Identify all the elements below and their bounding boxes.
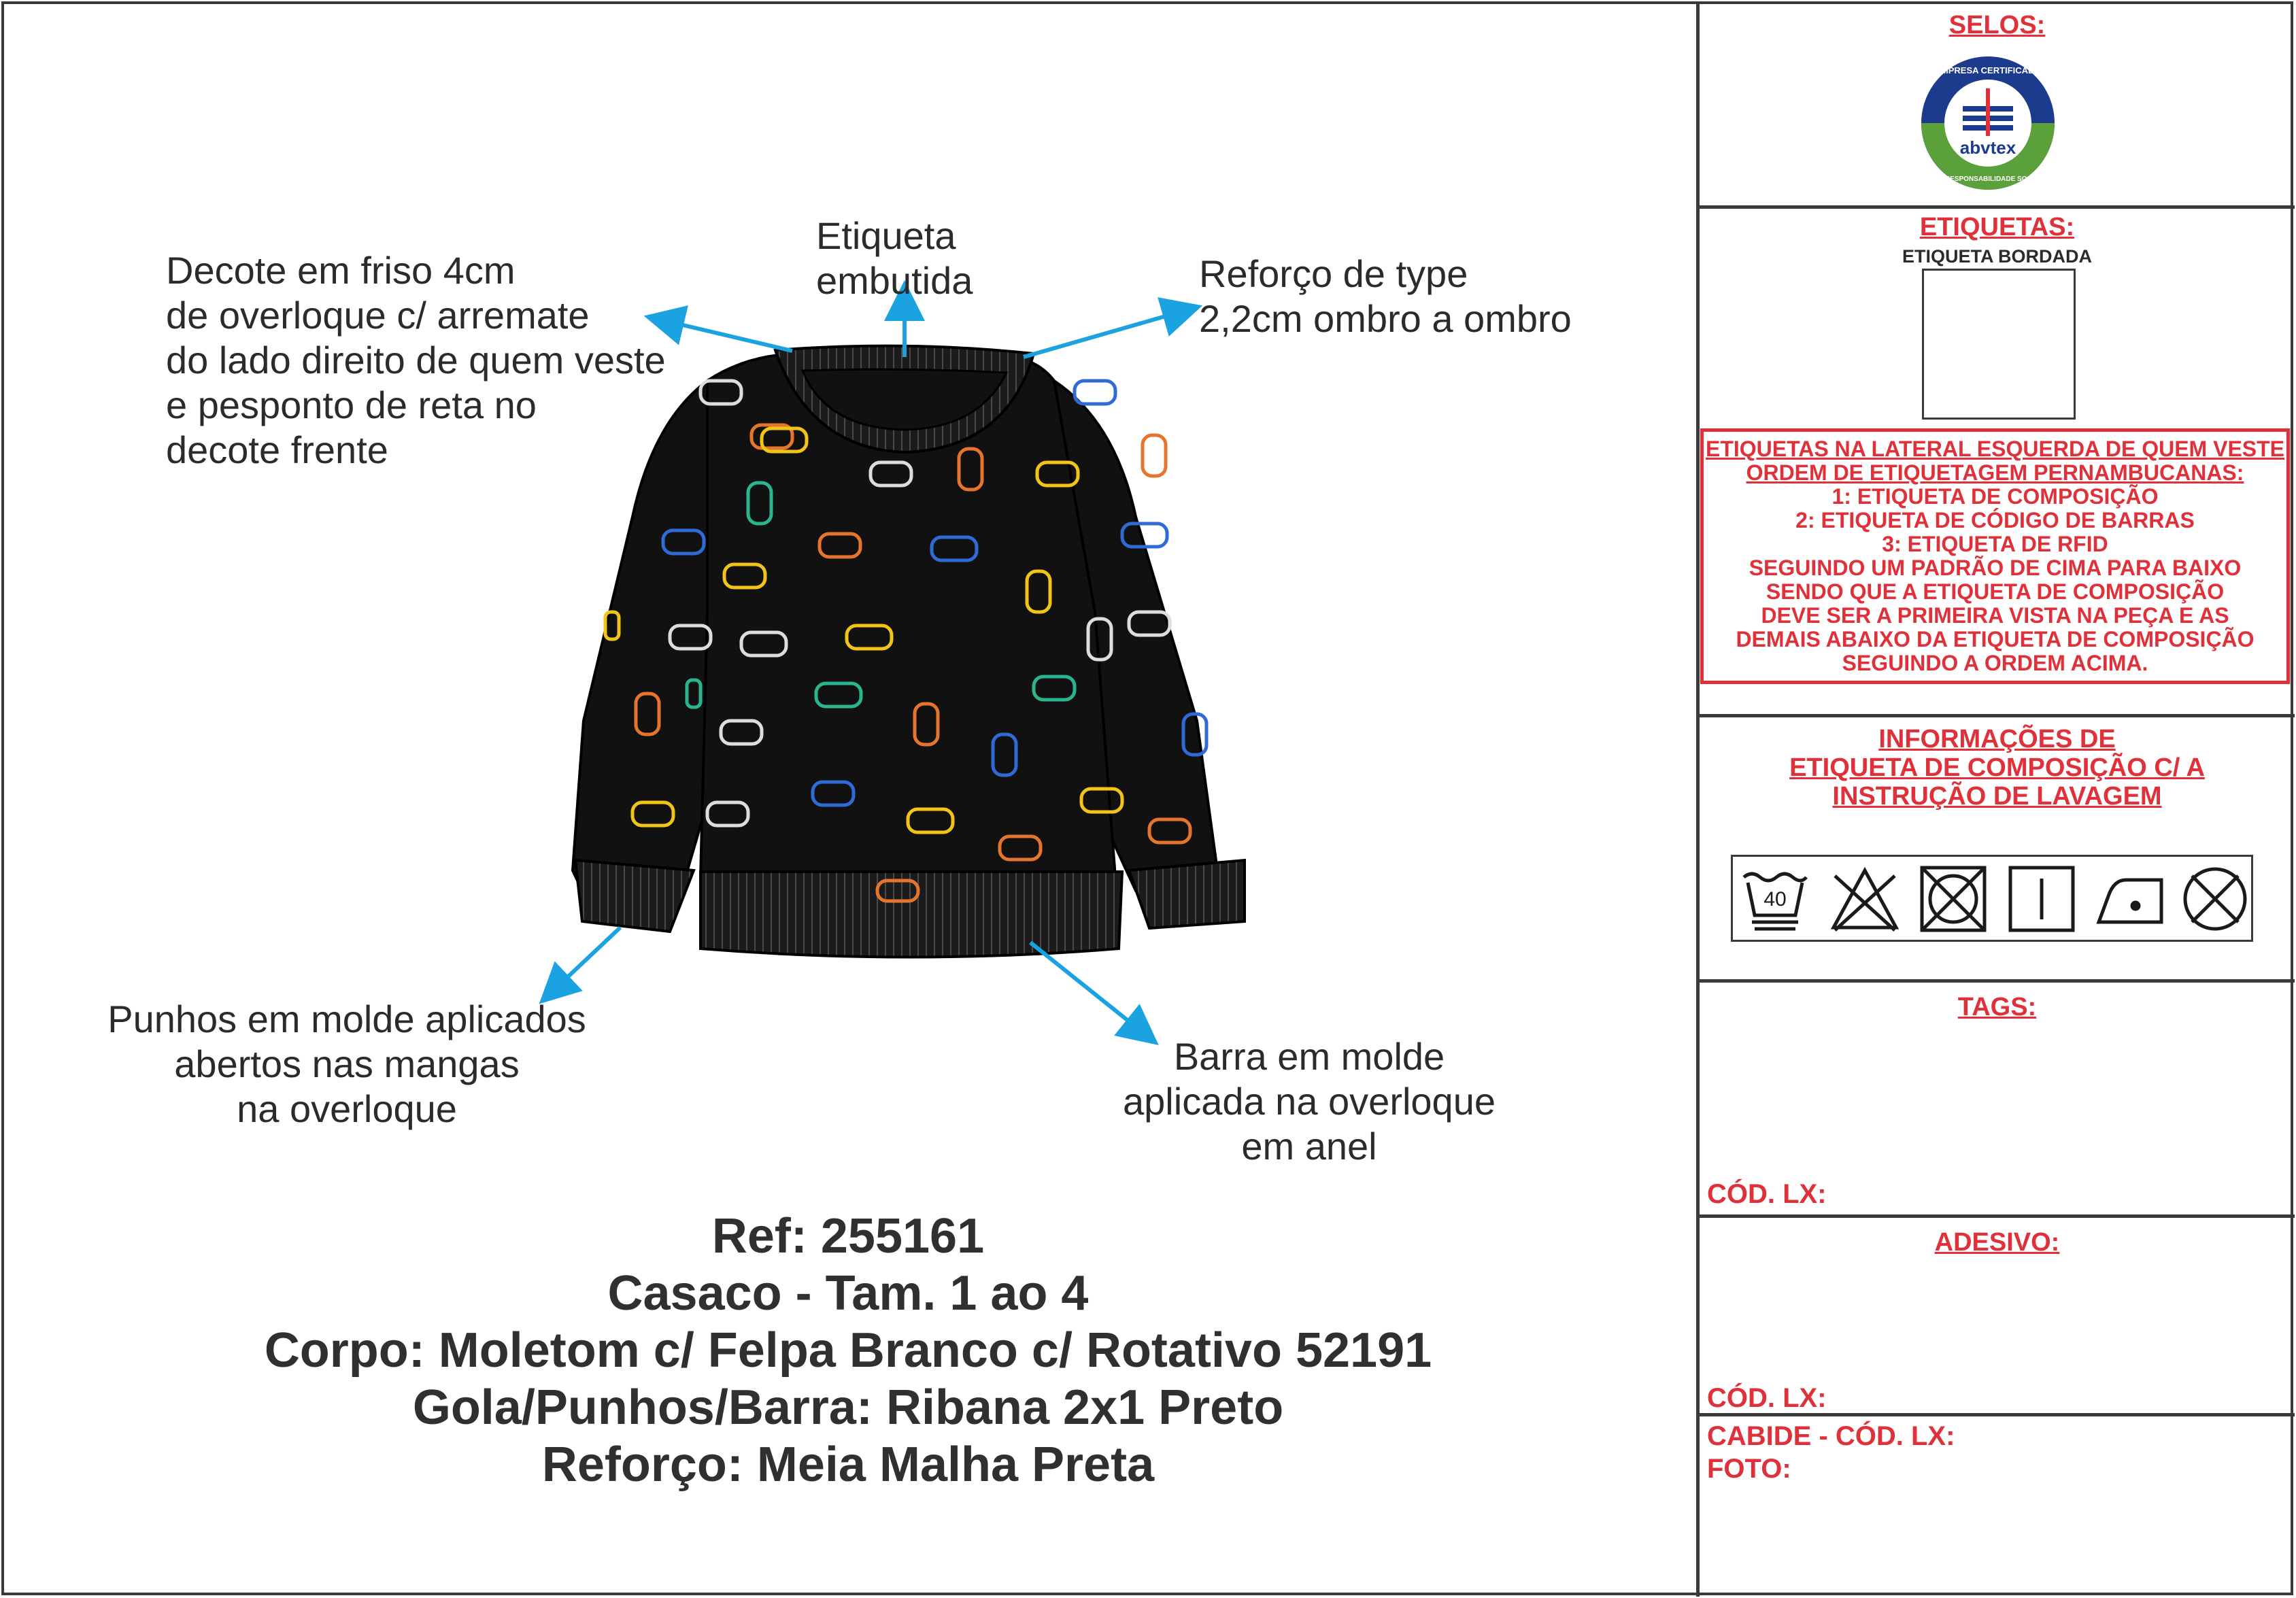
instruction-line: 1: ETIQUETA DE COMPOSIÇÃO [1831,484,2159,509]
wash-40-icon [1738,862,1812,936]
divider [1696,979,2295,983]
spec-trims: Gola/Punhos/Barra: Ribana 2x1 Preto [412,1380,1284,1435]
tags-title: TAGS: [1957,993,2037,1021]
right-cuff [1129,860,1245,928]
spec-product: Casaco - Tam. 1 ao 4 [607,1266,1089,1321]
spec-ref: Ref: 255161 [711,1209,985,1263]
instruction-line: DEVE SER A PRIMEIRA VISTA NA PEÇA E AS [1761,603,2229,628]
instruction-line: DEMAIS ABAIXO DA ETIQUETA DE COMPOSIÇÃO [1736,627,2255,651]
svg-text:EMPRESA CERTIFICADA: EMPRESA CERTIFICADA [1935,65,2041,75]
label-instructions-box [1700,428,2290,684]
callout-cuffs: Punhos em molde aplicados abertos nas mangas na overloque [107,998,586,1130]
divider [1696,714,2295,717]
composition-title-2: ETIQUETA DE COMPOSIÇÃO C/ A [1789,753,2205,782]
svg-text:EM RESPONSABILIDADE SOCIAL: EM RESPONSABILIDADE SOCIAL [1933,175,2043,183]
divider [1696,205,2295,209]
instruction-line: SENDO QUE A ETIQUETA DE COMPOSIÇÃO [1766,579,2225,604]
no-bleach-icon [1828,862,1902,936]
svg-text:40: 40 [1763,888,1787,911]
photo-label: FOTO: [1707,1454,1791,1484]
callout-neckline: Decote em friso 4cm de overloque c/ arremate do lado direito de quem veste e pesponto de reta no decote frente [166,249,666,471]
embroidered-label-box [1922,269,2076,420]
instruction-line: ORDEM DE ETIQUETAGEM PERNAMBUCANAS: [1746,460,2244,485]
left-cuff [575,860,694,932]
iron-low-icon [2093,862,2167,936]
seals-title: SELOS: [1948,11,2046,39]
spec-reinforcement: Reforço: Meia Malha Preta [541,1438,1155,1492]
no-dry-clean-icon [2178,862,2252,936]
instruction-line: 2: ETIQUETA DE CÓDIGO DE BARRAS [1795,508,2195,532]
callout-label: Etiqueta embutida [816,214,973,302]
spec-body: Corpo: Moletom c/ Felpa Branco c/ Rotativo 52191 [264,1323,1432,1378]
line-dry-icon [2005,862,2078,936]
instruction-line: SEGUINDO A ORDEM ACIMA. [1842,651,2148,675]
svg-text:abvtex: abvtex [1959,137,2016,158]
divider [1696,1214,2295,1218]
sticker-code: CÓD. LX: [1707,1383,1827,1413]
composition-title-3: INSTRUÇÃO DE LAVAGEM [1832,782,2162,811]
labels-title: ETIQUETAS: [1919,213,2075,241]
instruction-line: 3: ETIQUETA DE RFID [1882,532,2108,556]
hem-band [700,872,1122,957]
callout-hem: Barra em molde aplicada na overloque em anel [1123,1035,1496,1168]
hanger-code: CABIDE - CÓD. LX: [1707,1421,1955,1451]
sticker-title: ADESIVO: [1934,1228,2060,1257]
spec-block [0,1208,1696,1493]
abvtex-seal [1918,53,2058,193]
tags-code: CÓD. LX: [1707,1179,1827,1209]
care-symbols-strip [1731,855,2253,942]
instruction-line: SEGUINDO UM PADRÃO DE CIMA PARA BAIXO [1749,556,2242,580]
instruction-line: ETIQUETAS NA LATERAL ESQUERDA DE QUEM VESTE [1705,437,2285,461]
callout-reinforcement: Reforço de type 2,2cm ombro a ombro [1199,252,1572,340]
composition-title-1: INFORMAÇÕES DE [1878,725,2116,753]
embroidered-label-caption: ETIQUETA BORDADA [1902,246,2092,267]
no-tumble-dry-icon [1917,862,1990,936]
